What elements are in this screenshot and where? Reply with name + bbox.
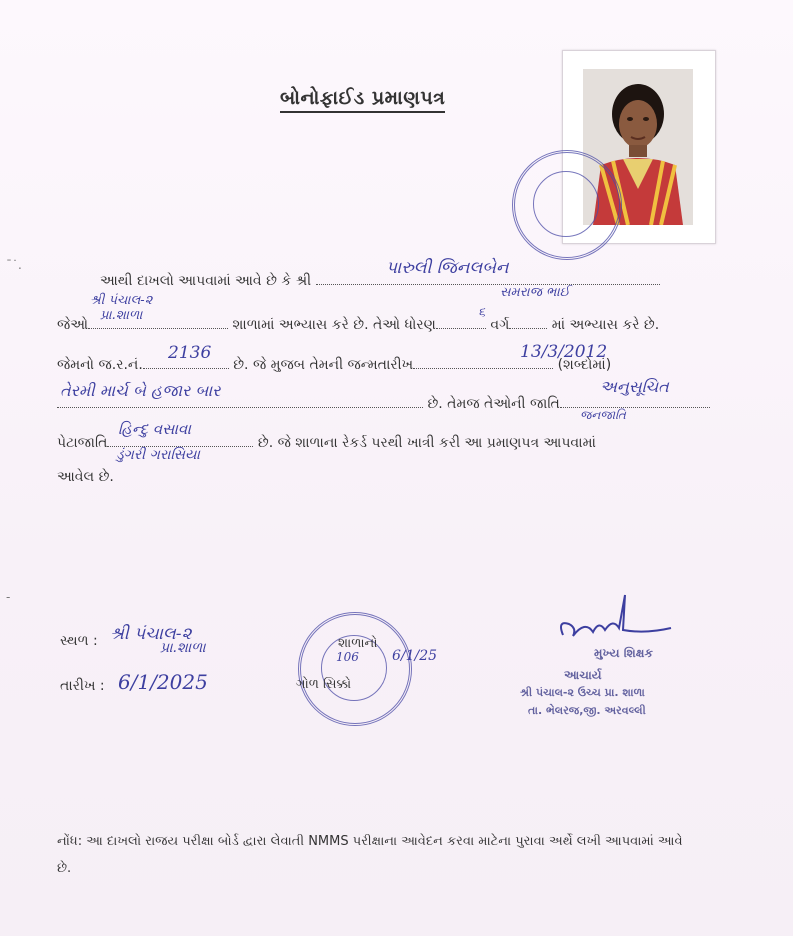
edge-mark: ˉ˙. xyxy=(6,258,22,272)
line4-mid: છે. તેમજ તેઓની જાતિ xyxy=(427,396,560,412)
place-label: સ્થળ : xyxy=(60,633,98,649)
line-school xyxy=(57,314,659,333)
hw-seal-no: 106 xyxy=(336,650,359,664)
line5-mid: છે. જે શાળાના રેકર્ડ પરથી ખાત્રી કરી આ પ્રમાણપત્ર આપવામાં xyxy=(257,435,596,451)
line-student-name xyxy=(100,270,660,289)
hw-standard: ૬ xyxy=(478,305,486,320)
line3-prefix: જેમનો જ.ર.નં. xyxy=(57,357,143,373)
hw-sub-caste: હિન્દુ વસાવા xyxy=(118,420,191,438)
seal-line4: આચાર્ય xyxy=(564,668,602,682)
hw-date: 6/1/2025 xyxy=(118,670,208,694)
date-label: તારીખ : xyxy=(60,678,105,694)
hw-caste: અનુસૂચિત xyxy=(600,377,669,396)
seal-line3: તા. ભેલરજ,જી. અરવલ્લી xyxy=(528,704,646,717)
round-seal-stamp xyxy=(298,612,412,726)
hw-birth-date: 13/3/2012 xyxy=(520,342,608,362)
hw-birth-date-words: તેરમી માર્ચ બે હજાર બાર xyxy=(60,381,221,400)
hw-student-name-2: સમરાજ ભાઈ xyxy=(500,285,570,300)
edge-mark: - xyxy=(6,590,11,604)
hw-student-name: પારુલી જિનલબેન xyxy=(386,258,509,278)
line5-prefix: પેટાજાતિ xyxy=(57,435,108,451)
seal-line1: મુખ્ય શિક્ષક xyxy=(594,646,653,660)
line2-class-label: વર્ગ xyxy=(490,317,510,333)
hw-sub-caste-2: ડુંગરી ગરાસિયા xyxy=(116,447,200,463)
line2-prefix: જેઓ xyxy=(57,317,89,333)
line1-prefix: આથી દાખલો આપવામાં આવે છે કે શ્રી xyxy=(100,273,312,289)
seal-line2: શ્રી પંચાલ-૨ ઉચ્ચ પ્રા. શાળા xyxy=(520,686,645,699)
hw-place-2: પ્રા.શાળા xyxy=(160,640,206,656)
hw-school-2: પ્રા.શાળા xyxy=(100,308,143,323)
principal-signature xyxy=(555,590,675,650)
document-title: બોનોફાઈડ પ્રમાણપત્ર xyxy=(280,87,445,113)
line3-mid: છે. જે મુજબ તેમની જન્મતારીખ xyxy=(233,357,414,373)
line2-mid: શાળામાં અભ્યાસ કરે છે. તેઓ ધોરણ xyxy=(232,317,436,333)
school-seal-label: શાળાનો xyxy=(338,636,378,651)
hw-place: શ્રી પંચાલ-૨ xyxy=(110,624,192,644)
line3-suffix: (શબ્દોમાં) xyxy=(557,357,612,373)
hw-seal-date: 6/1/25 xyxy=(392,648,438,664)
hw-caste-2: જનજાતિ xyxy=(580,408,626,422)
hw-gr-no: 2136 xyxy=(168,343,212,363)
line2-suffix: માં અભ્યાસ કરે છે. xyxy=(551,317,660,333)
line6-prefix: આવેલ છે. xyxy=(57,469,114,485)
hw-school-1: શ્રી પંચાલ-૨ xyxy=(90,293,153,308)
round-seal-label: ગોળ સિક્કો xyxy=(296,677,352,692)
line-closing xyxy=(57,469,114,485)
footer-note: નોંધ: આ દાખલો રાજય પરીક્ષા બોર્ડ દ્વારા લેવાતી NMMS પરીક્ષાના આવેદન કરવા માટેના પુરાવા અર્થે લખી આપવામાં આવે છે. xyxy=(57,834,683,876)
school-round-stamp xyxy=(512,150,622,260)
